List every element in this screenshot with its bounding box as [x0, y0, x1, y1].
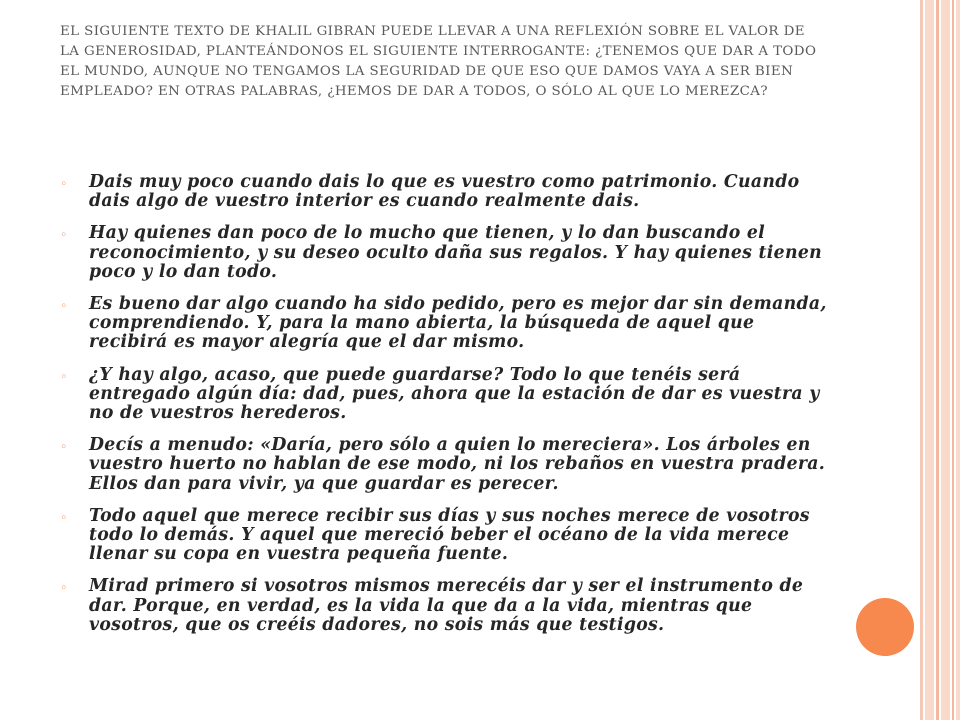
stripe: [956, 0, 960, 720]
bullet-text: ¿Y hay algo, acaso, que puede guardarse? Todo lo que tenéis será entregado algún día: dad, pues, ahora que la estación de dar es vuestra y no de vuestros herederos.: [89, 364, 820, 424]
decorative-stripes: [920, 0, 960, 720]
bullet-item: [60, 436, 830, 494]
bullet-item: [60, 366, 830, 424]
stripe: [936, 0, 939, 720]
bullet-item: [60, 507, 830, 565]
bullet-text: Decís a menudo: «Daría, pero sólo a quien lo mereciera». Los árboles en vuestro huerto no hablan de ese modo, ni los rebaños en vuestra pradera. Ellos dan para vivir, ya que guardar es perecer.: [89, 435, 826, 494]
bullet-text: Hay quienes dan poco de lo mucho que tienen, y lo dan buscando el reconocimiento, y su deseo oculto daña sus regalos. Y hay quienes tienen poco y lo dan todo.: [89, 223, 822, 282]
ring-bullet-icon: ◦: [60, 368, 68, 384]
stripe: [925, 0, 934, 720]
bullet-text: Mirad primero si vosotros mismos merecéis dar y ser el instrumento de dar. Porque, en verdad, es la vida la que da a la vida, mientras que vosotros, que os creéis dadores, no sois más que testigos.: [89, 576, 804, 635]
ring-bullet-icon: ◦: [60, 580, 68, 596]
bullet-item: [60, 577, 830, 635]
ring-bullet-icon: ◦: [60, 298, 68, 314]
orange-circle-icon: [856, 598, 914, 656]
ring-bullet-icon: ◦: [60, 227, 68, 243]
ring-bullet-icon: ◦: [60, 176, 68, 191]
bullet-item: [60, 295, 830, 353]
slide-title: EL SIGUIENTE TEXTO DE KHALIL GIBRAN PUEDE LLEVAR A UNA REFLEXIÓN SOBRE EL VALOR DE LA GENEROSIDAD, PLANTEÁNDONOS EL SIGUIENTE INTERROGANTE: ¿TENEMOS QUE DAR A TODO EL MUNDO, AUNQUE NO TENGAMOS LA SEGURIDAD DE QUE ESO QUE DAMOS VAYA A SER BIEN EMPLEADO? EN OTRAS PALABRAS, ¿HEMOS DE DAR A TODOS, O SÓLO AL QUE LO MEREZCA?: [60, 24, 817, 99]
stripe: [941, 0, 950, 720]
bullet-text: Dais muy poco cuando dais lo que es vuestro como patrimonio. Cuando dais algo de vuestro interior es cuando realmente dais.: [89, 172, 800, 212]
stripe: [920, 0, 923, 720]
bullet-text: Todo aquel que merece recibir sus días y sus noches merece de vosotros todo lo demás. Y aquel que mereció beber el océano de la vida merece llenar su copa en vuestra pequeña fuente.: [89, 505, 810, 565]
stripe: [952, 0, 954, 720]
bullet-item: [60, 173, 830, 211]
bullet-item: [60, 224, 830, 282]
bullet-list: [60, 173, 830, 648]
bullet-text: Es bueno dar algo cuando ha sido pedido, pero es mejor dar sin demanda, comprendiendo. Y, para la mano abierta, la búsqueda de aquel que recibirá es mayor alegría que el dar mismo.: [89, 294, 827, 353]
ring-bullet-icon: ◦: [60, 509, 68, 525]
ring-bullet-icon: ◦: [60, 439, 68, 455]
